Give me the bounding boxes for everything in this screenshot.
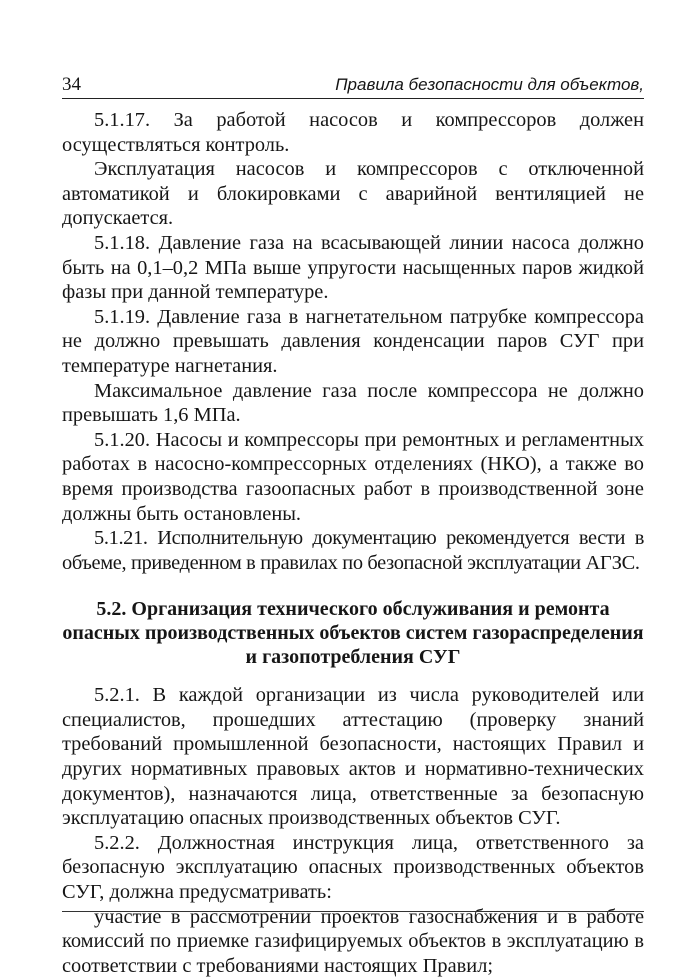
footer-divider (62, 911, 644, 912)
paragraph-5-2-2: 5.2.2. Должностная инструкция лица, ответственного за безопасную эксплуатацию опасных производственных объектов СУГ, должна предусматривать: (62, 831, 644, 904)
section-heading-5-2 (62, 597, 644, 669)
paragraph-5-1-19: 5.1.19. Давление газа в нагнетательном патрубке компрессора не должно превышать давления конденсации паров СУГ при температуре нагнетания. (62, 305, 644, 377)
paragraph-5-1-18: 5.1.18. Давление газа на всасывающей линии насоса должно быть на 0,1–0,2 МПа выше упругости насыщенных паров жидкой фазы при данной температуре. (62, 231, 644, 304)
paragraph-exploitation: Эксплуатация насосов и компрессоров с отключенной автоматикой и блокировками с аварийной вентиляцией не допускается. (62, 158, 644, 230)
paragraph-5-2-1: 5.2.1. В каждой организации из числа руководителей или специалистов, прошедших аттестацию (проверку знаний требований промышленной безопасности, настоящих Правил и других нормативных правовых актов и нормативно-технических документов), назначаются лица, ответственные за безопасную эксплуатацию опасных производственных объектов СУГ. (62, 684, 644, 830)
paragraph-5-1-20: 5.1.20. Насосы и компрессоры при ремонтных и регламентных работах в насосно-компрессорных отделениях (НКО), а также во время производства газоопасных работ в производственной зоне должны быть остановлены. (62, 428, 644, 525)
page-header (62, 72, 644, 99)
paragraph-5-1-21: 5.1.21. Исполнительную документацию рекомендуется вести в объеме, приведенном в правилах по безопасной эксплуатации АГЗС. (62, 527, 644, 574)
section-heading-line: и газопотребления СУГ (245, 646, 461, 669)
paragraph-max-pressure: Максимальное давление газа после компрессора не должно превышать 1,6 МПа. (62, 379, 644, 427)
running-title: Правила безопасности для объектов, (335, 75, 644, 94)
section-heading-line: 5.2. Организация технического обслуживания и ремонта (96, 598, 610, 621)
paragraph-5-1-17: 5.1.17. За работой насосов и компрессоров должен осуществляться контроль. (62, 109, 644, 156)
page-number: 34 (62, 74, 81, 95)
page-body (62, 108, 644, 978)
section-heading-line: опасных производственных объектов систем газораспределения (62, 622, 644, 645)
paragraph-duty-item: участие в рассмотрении проектов газоснабжения и в работе комиссий по приемке газифицируемых объектов в эксплуатацию в соответствии с требованиями настоящих Правил; (62, 905, 644, 977)
